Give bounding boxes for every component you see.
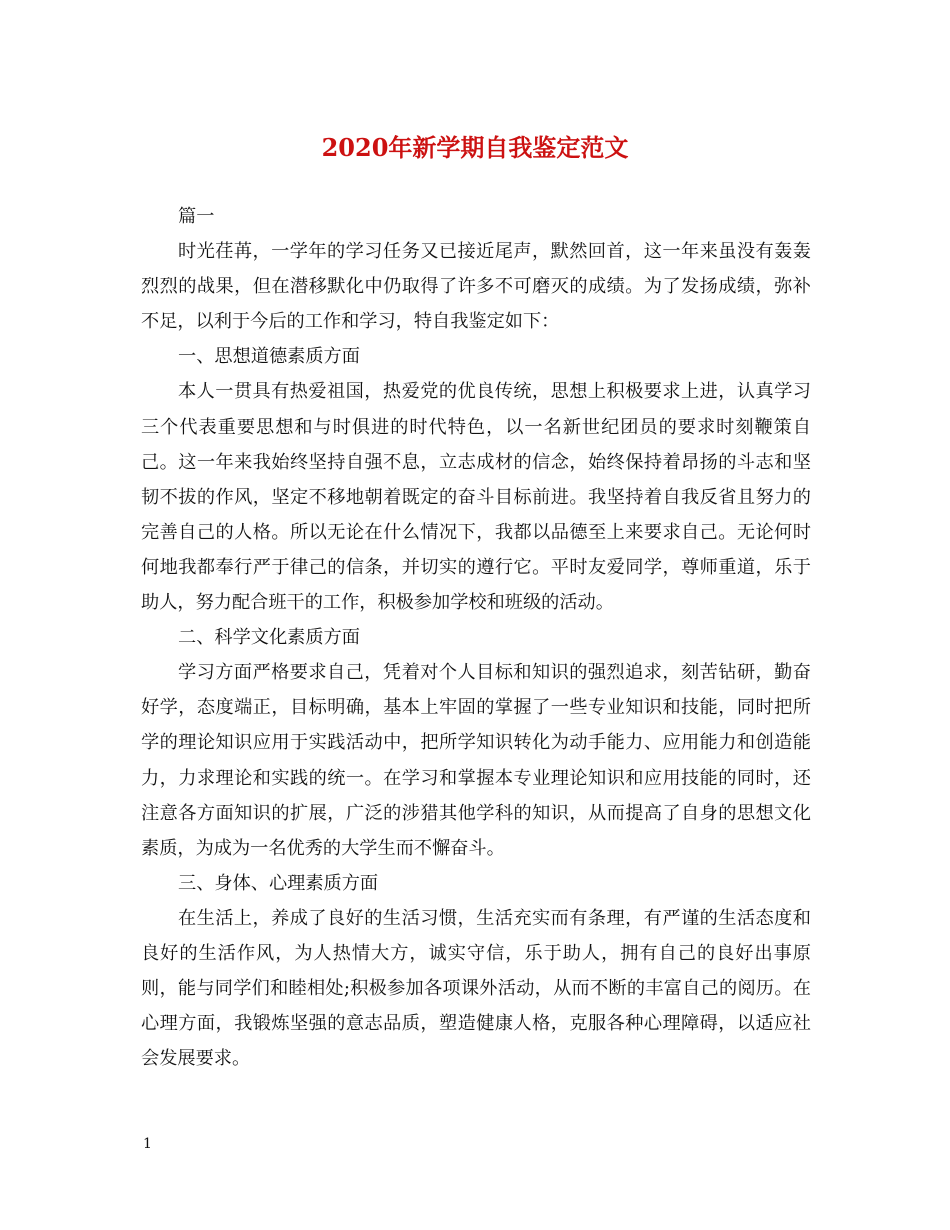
heading-science-culture: 二、科学文化素质方面 <box>178 627 360 649</box>
document-body <box>141 199 811 1076</box>
heading-moral-quality: 一、思想道德素质方面 <box>178 346 360 368</box>
heading-physical-mental: 三、身体、心理素质方面 <box>178 872 379 894</box>
science-culture-paragraph: 学习方面严格要求自己，凭着对个人目标和知识的强烈追求，刻苦钻研，勤奋好学，态度端正，目标明确，基本上牢固的掌握了一些专业知识和技能，同时把所学的理论知识应用于实践活动中，把所学知识转化为动手能力、应用能力和创造能力，力求理论和实践的统一。在学习和掌握本专业理论知识和应用技能的同时，还注意各方面知识的扩展，广泛的涉猎其他学科的知识，从而提高了自身的思想文化素质，为成为一名优秀的大学生而不懈奋斗。 <box>141 662 811 859</box>
physical-mental-paragraph: 在生活上，养成了良好的生活习惯，生活充实而有条理，有严谨的生活态度和良好的生活作风，为人热情大方，诚实守信，乐于助人，拥有自己的良好出事原则，能与同学们和睦相处;积极参加各项课外活动，从而不断的丰富自己的阅历。在心理方面，我锻炼坚强的意志品质，塑造健康人格，克服各种心理障碍，以适应社会发展要求。 <box>141 907 811 1070</box>
document-title: 2020年新学期自我鉴定范文 <box>321 133 629 162</box>
moral-quality-paragraph: 本人一贯具有热爱祖国，热爱党的优良传统，思想上积极要求上进，认真学习三个代表重要思想和与时俱进的时代特色，以一名新世纪团员的要求时刻鞭策自己。这一年来我始终坚持自强不息，立志成材的信念，始终保持着昂扬的斗志和坚韧不拔的作风，坚定不移地朝着既定的奋斗目标前进。我坚持着自我反省且努力的完善自己的人格。所以无论在什么情况下，我都以品德至上来要求自己。无论何时何地我都奉行严于律己的信条，并切实的遵行它。平时友爱同学，尊师重道，乐于助人，努力配合班干的工作，积极参加学校和班级的活动。 <box>141 381 811 614</box>
page-number: 1 <box>143 1136 152 1152</box>
intro-paragraph: 时光荏苒，一学年的学习任务又已接近尾声，默然回首，这一年来虽没有轰轰烈烈的战果，但在潜移默化中仍取得了许多不可磨灭的成绩。为了发扬成绩，弥补不足，以利于今后的工作和学习，特自我鉴定如下： <box>141 241 811 333</box>
section-label-part-one: 篇一 <box>178 206 215 227</box>
